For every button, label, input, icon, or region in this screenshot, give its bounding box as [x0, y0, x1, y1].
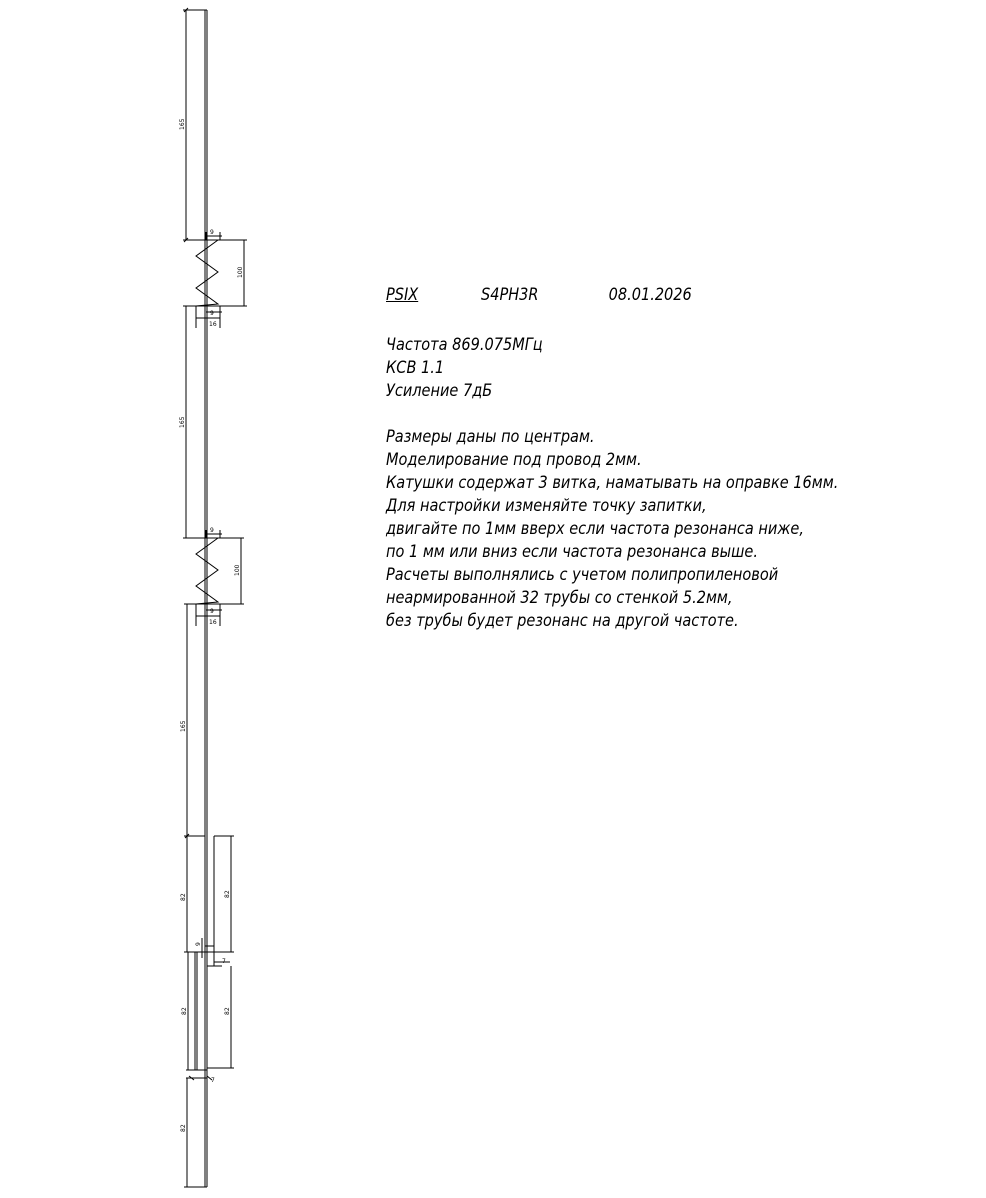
label-coil1-diameter: 16	[209, 321, 217, 328]
description-line: Катушки содержат 3 витка, наматывать на оправке 16мм.	[386, 473, 839, 492]
label-feed-offset: 7	[222, 958, 226, 965]
label-mid-section: 165	[179, 416, 186, 428]
label-coil2-height: 100	[234, 564, 241, 576]
dim-bottom-section	[184, 1078, 207, 1187]
description-line: Моделирование под провод 2мм.	[386, 450, 642, 469]
sleeve	[186, 952, 234, 1080]
description-line: по 1 мм или вниз если частота резонанса выше.	[386, 542, 758, 561]
label-coil2-top-pitch: 9	[210, 527, 214, 534]
param-gain: Усиление 7дБ	[386, 381, 493, 400]
description-list	[386, 425, 896, 632]
parameters-list	[386, 333, 896, 402]
label-stub-left: 82	[180, 893, 187, 901]
model-name: S4PH3R	[481, 285, 539, 304]
dim-coil-2	[196, 530, 244, 626]
dim-coil-1	[196, 232, 247, 328]
label-coil1-height: 100	[237, 266, 244, 278]
label-stub-right: 82	[224, 890, 231, 898]
description-line: неармированной 32 трубы со стенкой 5.2мм,	[386, 588, 733, 607]
label-sleeve-right: 82	[224, 1007, 231, 1015]
description-line: Для настройки изменяйте точку запитки,	[386, 496, 707, 515]
label-bottom-section: 82	[180, 1124, 187, 1132]
label-lower-section: 165	[180, 720, 187, 732]
description-line: двигайте по 1мм вверх если частота резонанса ниже,	[386, 519, 804, 538]
label-sleeve-left: 82	[181, 1007, 188, 1015]
label-coil1-bottom-pitch: 9	[210, 310, 214, 317]
brand-name: PSIX	[386, 285, 419, 304]
dim-top-section	[183, 8, 205, 242]
label-bottom-offset: 7	[211, 1077, 215, 1084]
label-feed-gap: 9	[195, 942, 202, 946]
description-line: без трубы будет резонанс на другой частоте.	[386, 611, 739, 630]
drawing-date: 08.01.2026	[608, 285, 692, 304]
title-row	[386, 283, 896, 309]
label-coil1-top-pitch: 9	[210, 229, 214, 236]
label-coil2-bottom-pitch: 9	[210, 608, 214, 615]
label-coil2-diameter: 16	[209, 619, 217, 626]
description-line: Расчеты выполнялись с учетом полипропиленовой	[386, 565, 779, 584]
label-top-section: 165	[179, 118, 186, 130]
dim-lower-section	[184, 604, 205, 838]
param-swr: КСВ 1.1	[386, 358, 445, 377]
notes-block	[386, 283, 896, 632]
description-line: Размеры даны по центрам.	[386, 427, 595, 446]
param-frequency: Частота 869.075МГц	[386, 335, 543, 354]
